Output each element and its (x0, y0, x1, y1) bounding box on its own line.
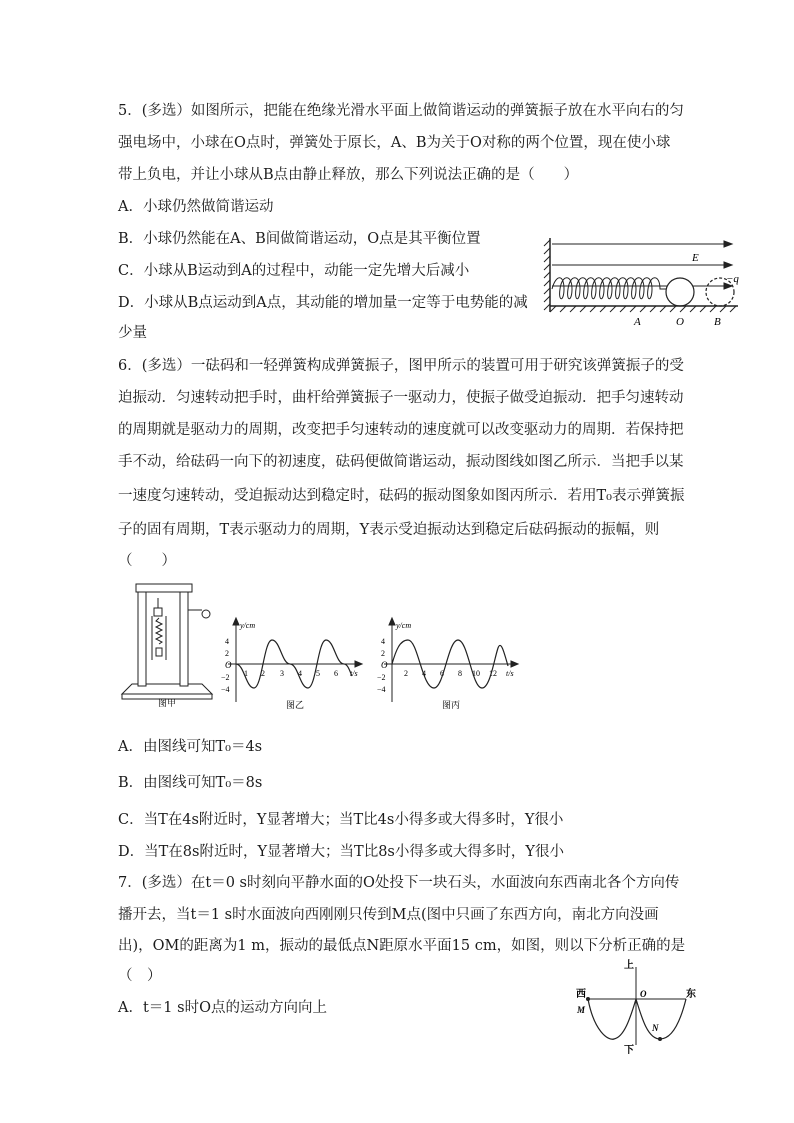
apparatus-figure (118, 580, 218, 710)
yi-xtick-6: 6 (334, 669, 338, 678)
q5-line-1: 5．(多选）如图所示，把能在绝缘光滑水平面上做简谐运动的弹簧振子放在水平向右的匀 (118, 103, 684, 119)
water-wave-figure (572, 955, 722, 1055)
bing-t-label: t/s (506, 669, 514, 678)
point-m (586, 997, 590, 1001)
caption-jia: 图甲 (158, 698, 177, 708)
graph-bing (374, 616, 524, 712)
point-b-label: B (714, 316, 721, 328)
yi-xtick-3: 3 (280, 669, 284, 678)
caption-bing: 图丙 (442, 700, 461, 710)
q6-line-6: 子的固有周期，T表示驱动力的周期，Y表示受迫振动达到稳定后砝码振动的振幅，则 (118, 522, 660, 538)
graph-yi (216, 616, 366, 712)
yi-xtick-1: 1 (244, 669, 248, 678)
yi-ytick-neg4: −4 (221, 685, 230, 694)
ball-dashed (706, 278, 734, 306)
q5-option-d-cont: 少量 (118, 325, 147, 341)
q6-line-3: 的周期就是驱动力的周期，改变把手匀速转动的速度就可以改变驱动力的周期．若保持把 (118, 422, 684, 438)
q5-option-b: B．小球仍然能在A、B间做简谐运动，O点是其平衡位置 (118, 231, 481, 247)
yi-ytick-4: 4 (225, 637, 229, 646)
bing-ytick-neg4: −4 (377, 685, 386, 694)
yi-origin: O (225, 660, 232, 670)
wave-curve (588, 999, 686, 1039)
point-a-label: A (634, 316, 641, 328)
field-e-label: E (692, 252, 699, 264)
bing-xtick-8: 8 (458, 669, 462, 678)
q5-line-3: 带上负电，并让小球从B点由静止释放，那么下列说法正确的是（ ） (118, 167, 579, 183)
yi-xtick-2: 2 (261, 669, 265, 678)
ball (666, 278, 694, 306)
bing-ytick-2: 2 (381, 649, 385, 658)
bing-xtick-2: 2 (404, 669, 408, 678)
q6-line-7: （ ） (118, 553, 176, 569)
bing-xtick-6: 6 (440, 669, 444, 678)
yi-ytick-neg2: −2 (221, 673, 230, 682)
down-label: 下 (624, 1045, 634, 1055)
q6-line-5: 一速度匀速转动，受迫振动达到稳定时，砝码的振动图象如图丙所示．若用T₀表示弹簧振 (118, 488, 685, 504)
q6-line-4: 手不动，给砝码一向下的初速度，砝码便做简谐运动，振动图线如图乙所示．当把手以某 (118, 454, 684, 470)
q5-option-c: C．小球从B运动到A的过程中，动能一定先增大后减小 (118, 263, 470, 279)
q7-line-1: 7．(多选）在t＝0 s时刻向平静水面的O处投下一块石头，水面波向东西南北各个方向传 (118, 875, 680, 891)
up-label: 上 (624, 960, 634, 971)
q5-option-a: A．小球仍然做简谐运动 (118, 199, 274, 215)
yi-y-label: y/cm (240, 621, 256, 630)
n-label: N (652, 1023, 659, 1033)
m-label: M (577, 1005, 586, 1015)
west-label: 西 (576, 989, 586, 1000)
q5-line-2: 强电场中，小球在O点时，弹簧处于原长，A、B为关于O对称的两个位置，现在使小球 (118, 135, 671, 151)
q6-line-2: 迫振动．匀速转动把手时，曲杆给弹簧振子一驱动力，使振子做受迫振动．把手匀速转动 (118, 390, 684, 406)
bing-xtick-10: 10 (472, 669, 480, 678)
q6-option-d: D．当T在8s附近时，Y显著增大；当T比8s小得多或大得多时，Y很小 (118, 844, 564, 860)
yi-ytick-2: 2 (225, 649, 229, 658)
point-o-label: O (676, 316, 684, 328)
charge-label: −q (726, 273, 739, 285)
q6-option-c: C．当T在4s附近时，Y显著增大；当T比4s小得多或大得多时，Y很小 (118, 812, 564, 828)
caption-yi: 图乙 (286, 700, 305, 710)
yi-xtick-5: 5 (316, 669, 320, 678)
o-label: O (640, 989, 647, 999)
q7-option-a: A．t＝1 s时O点的运动方向向上 (118, 1000, 327, 1016)
bing-xtick-12: 12 (489, 669, 497, 678)
q6-line-1: 6．(多选）一砝码和一轻弹簧构成弹簧振子，图甲所示的装置可用于研究该弹簧振子的受 (118, 358, 684, 374)
q7-line-4: （ ） (118, 968, 162, 984)
bing-y-label: y/cm (396, 621, 412, 630)
bing-ytick-4: 4 (381, 637, 385, 646)
east-label: 东 (686, 989, 696, 1000)
spring-coil (552, 278, 666, 299)
bing-ytick-neg2: −2 (377, 673, 386, 682)
point-n (658, 1037, 662, 1041)
spring-field-figure (542, 232, 742, 332)
yi-xtick-4: 4 (298, 669, 302, 678)
q6-option-b: B．由图线可知T₀＝8s (118, 775, 263, 791)
yi-t-label: t/s (350, 669, 358, 678)
bing-origin: O (381, 660, 388, 670)
q7-line-3: 出)，OM的距离为1 m，振动的最低点N距原水平面15 cm，如图，则以下分析正确的是 (118, 938, 686, 954)
bing-xtick-4: 4 (422, 669, 426, 678)
q5-option-d: D．小球从B点运动到A点，其动能的增加量一定等于电势能的减 (118, 295, 528, 311)
q6-option-a: A．由图线可知T₀＝4s (118, 739, 263, 755)
q7-line-2: 播开去，当t＝1 s时水面波向西刚刚只传到M点(图中只画了东西方向，南北方向没画 (118, 907, 659, 923)
